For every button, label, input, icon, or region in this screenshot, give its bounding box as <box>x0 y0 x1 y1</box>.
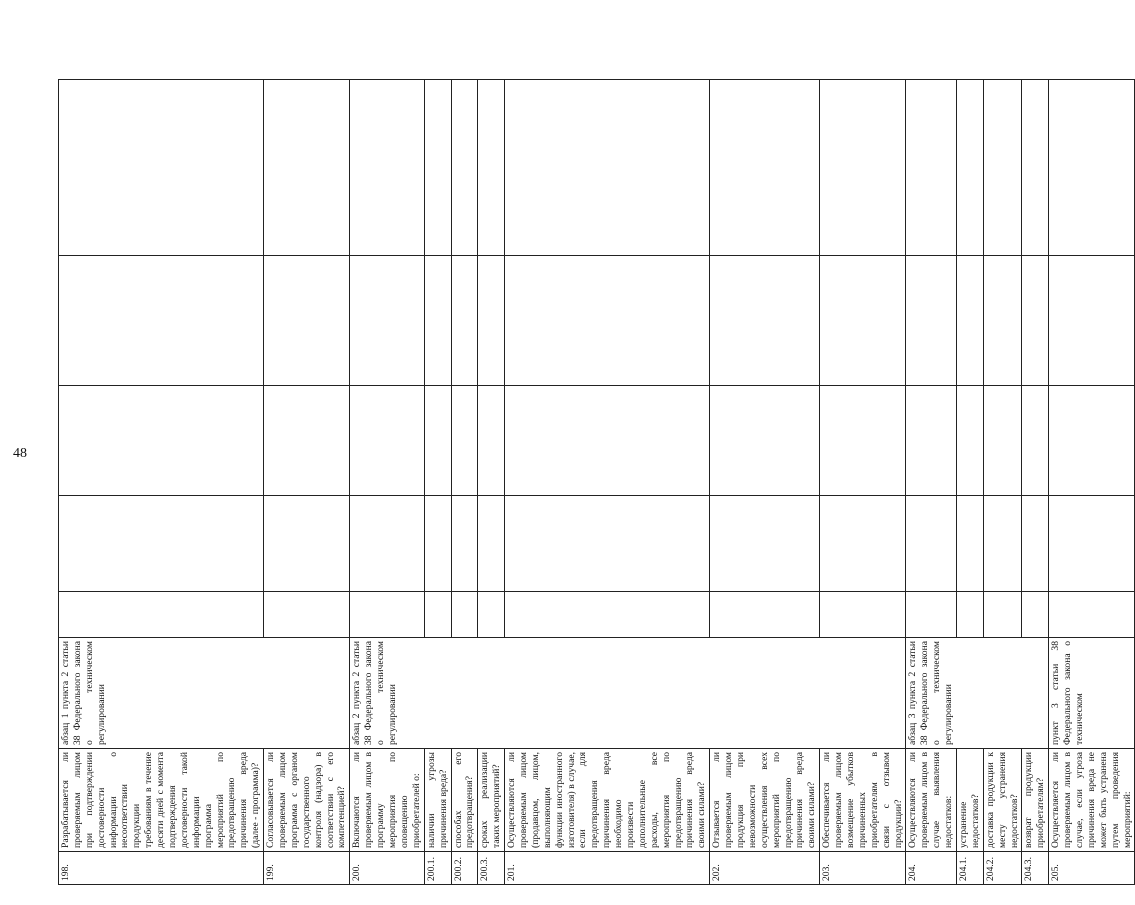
question-cell: Осуществляется ли проверяемым лицом в случае, если угроза причинения вреда не может быть устранена путем проведения мероприятий: <box>1049 749 1135 852</box>
row-number: 200. <box>350 852 424 885</box>
answer-cell <box>505 256 710 386</box>
answer-cell <box>350 496 424 592</box>
legal-basis-cell: абзац 2 пункта 2 статьи 38 Федерального закона о техническом регулировании <box>350 638 906 749</box>
row-number: 204.2. <box>983 852 1022 885</box>
table-row <box>983 80 1022 885</box>
answer-cell <box>957 592 984 638</box>
table-row <box>424 80 451 885</box>
question-cell: Разрабатывается ли проверяемым лицом при подтверждении достоверности информации о несоответствии продукции требованиям в течение десяти дней с момента подтверждения достоверности такой информации программа мероприятий по предотвращению причинения вреда (далее - программа)? <box>59 749 264 852</box>
row-number: 203. <box>820 852 906 885</box>
row-number: 200.2. <box>451 852 478 885</box>
answer-cell <box>1022 592 1049 638</box>
answer-cell <box>957 80 984 256</box>
answer-cell <box>820 386 906 496</box>
table-row <box>505 80 710 885</box>
row-number: 200.3. <box>478 852 505 885</box>
question-cell: Согласовывается ли проверяемым лицом программа с органом государственного контроля (надзора) в соответствии с его компетенцией? <box>264 749 350 852</box>
answer-cell <box>1022 256 1049 386</box>
checklist-table <box>58 79 1135 885</box>
legal-basis-cell: пункт 3 статьи 38 Федерального закона о техническом <box>1049 638 1135 749</box>
question-cell: Обеспечивается ли проверяемым лицом возмещение убытков причиненных приобретателям в связи с отзывом продукции? <box>820 749 906 852</box>
answer-cell <box>820 592 906 638</box>
answer-cell <box>957 386 984 496</box>
answer-cell <box>424 80 451 256</box>
answer-cell <box>505 496 710 592</box>
answer-cell <box>1022 386 1049 496</box>
table-row <box>710 80 820 885</box>
answer-cell <box>906 496 957 592</box>
answer-cell <box>478 496 505 592</box>
answer-cell <box>451 386 478 496</box>
answer-cell <box>350 592 424 638</box>
answer-cell <box>350 256 424 386</box>
answer-cell <box>1022 496 1049 592</box>
question-cell: наличии угрозы причинения вреда? <box>424 749 451 852</box>
answer-cell <box>1049 386 1135 496</box>
answer-cell <box>957 496 984 592</box>
table-row <box>820 80 906 885</box>
answer-cell <box>424 496 451 592</box>
answer-cell <box>710 496 820 592</box>
table-row <box>350 80 424 885</box>
answer-cell <box>906 386 957 496</box>
answer-cell <box>59 592 264 638</box>
checklist-table-rotated <box>58 80 1133 885</box>
answer-cell <box>478 386 505 496</box>
answer-cell <box>1049 80 1135 256</box>
answer-cell <box>1049 256 1135 386</box>
answer-cell <box>264 256 350 386</box>
answer-cell <box>264 386 350 496</box>
answer-cell <box>505 80 710 256</box>
legal-basis-cell: абзац 1 пункта 2 статьи 38 Федерального закона о техническом регулировании <box>59 638 350 749</box>
table-row <box>264 80 350 885</box>
question-cell: Отзывается ли проверяемым лицом продукция при невозможности осуществления всех мероприятий по предотвращению причинения вреда своими силами? <box>710 749 820 852</box>
answer-cell <box>1049 592 1135 638</box>
answer-cell <box>478 592 505 638</box>
answer-cell <box>59 256 264 386</box>
table-row <box>906 80 957 885</box>
answer-cell <box>820 256 906 386</box>
answer-cell <box>59 80 264 256</box>
question-cell: Осуществляются ли проверяемым лицом в случае выявления недостатков: <box>906 749 957 852</box>
answer-cell <box>424 256 451 386</box>
answer-cell <box>505 386 710 496</box>
answer-cell <box>478 256 505 386</box>
row-number: 204.3. <box>1022 852 1049 885</box>
row-number: 201. <box>505 852 710 885</box>
answer-cell <box>820 80 906 256</box>
answer-cell <box>983 496 1022 592</box>
legal-basis-cell: абзац 3 пункта 2 статьи 38 Федерального закона о техническом регулировании <box>906 638 1049 749</box>
answer-cell <box>350 386 424 496</box>
row-number: 205. <box>1049 852 1135 885</box>
answer-cell <box>983 592 1022 638</box>
answer-cell <box>264 80 350 256</box>
answer-cell <box>350 80 424 256</box>
answer-cell <box>710 386 820 496</box>
table-row <box>957 80 984 885</box>
answer-cell <box>983 80 1022 256</box>
table-row <box>1049 80 1135 885</box>
question-cell: возврат продукции приобретателям? <box>1022 749 1049 852</box>
row-number: 198. <box>59 852 264 885</box>
row-number: 199. <box>264 852 350 885</box>
answer-cell <box>983 256 1022 386</box>
answer-cell <box>264 592 350 638</box>
question-cell: Осуществляются ли проверяемым лицом (продавцом, лицом, выполняющим функции иностранного изготовителя) в случае, если для предотвращения причинения вреда необходимо произвести дополнительные расходы, все мероприятия по предотвращению причинения вреда своими силами? <box>505 749 710 852</box>
answer-cell <box>59 496 264 592</box>
row-number: 200.1. <box>424 852 451 885</box>
row-number: 202. <box>710 852 820 885</box>
answer-cell <box>451 592 478 638</box>
answer-cell <box>957 256 984 386</box>
answer-cell <box>424 592 451 638</box>
answer-cell <box>820 496 906 592</box>
row-number: 204. <box>906 852 957 885</box>
answer-cell <box>505 592 710 638</box>
answer-cell <box>710 256 820 386</box>
row-number: 204.1. <box>957 852 984 885</box>
answer-cell <box>1022 80 1049 256</box>
question-cell: устранение недостатков? <box>957 749 984 852</box>
question-cell: Включаются ли проверяемым лицом в программу мероприятия по оповещению приобретателей о: <box>350 749 424 852</box>
answer-cell <box>906 256 957 386</box>
answer-cell <box>451 256 478 386</box>
answer-cell <box>59 386 264 496</box>
table-row <box>1022 80 1049 885</box>
table-row <box>451 80 478 885</box>
question-cell: сроках реализации таких мероприятий? <box>478 749 505 852</box>
answer-cell <box>264 496 350 592</box>
answer-cell <box>710 592 820 638</box>
answer-cell <box>424 386 451 496</box>
answer-cell <box>1049 496 1135 592</box>
table-row <box>59 80 264 885</box>
answer-cell <box>906 80 957 256</box>
table-row <box>478 80 505 885</box>
answer-cell <box>451 496 478 592</box>
answer-cell <box>906 592 957 638</box>
checklist-body <box>59 80 1135 885</box>
question-cell: доставка продукции к месту устранения недостатков? <box>983 749 1022 852</box>
answer-cell <box>983 386 1022 496</box>
answer-cell <box>478 80 505 256</box>
answer-cell <box>451 80 478 256</box>
page-number: 48 <box>13 446 27 461</box>
answer-cell <box>710 80 820 256</box>
question-cell: способах его предотвращения? <box>451 749 478 852</box>
